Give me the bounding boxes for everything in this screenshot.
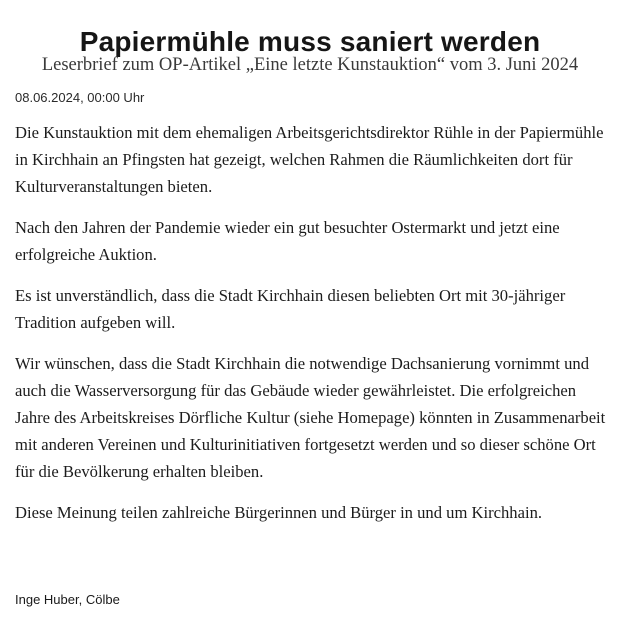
paragraph: Es ist unverständlich, dass die Stadt Kirchhain diesen beliebten Ort mit 30-jähriger Tradition aufgeben will. [15,286,566,332]
headline: Papiermühle muss saniert werden [79,25,541,57]
publish-date: 08.06.2024, 00:00 Uhr [15,90,145,105]
subheadline: Leserbrief zum OP-Artikel „Eine letzte Kunstauktion“ vom 3. Juni 2024 [41,55,579,75]
paragraph: Diese Meinung teilen zahlreiche Bürgerinnen und Bürger in und um Kirchhain. [15,503,543,522]
author-signature: Inge Huber, Cölbe [15,592,120,607]
paragraph: Wir wünschen, dass die Stadt Kirchhain die notwendige Dachsanierung vornimmt und auch die Wasserversorgung für das Gebäude wieder gewährleistet. Die erfolgreichen Jahre des Arbeitskreises Dörfliche Kultur (siehe Homepage) könnten in Zusammenarbeit mit anderen Vereinen und Kulturinitiativen fortgesetzt werden und so dieser schöne Ort für die Bevölkerung erhalten bleiben. [15,354,606,481]
paragraph: Die Kunstauktion mit dem ehemaligen Arbeitsgerichtsdirektor Rühle in der Papiermühle in Kirchhain an Pfingsten hat gezeigt, welchen Rahmen die Räumlichkeiten dort für Kulturveranstaltungen bieten. [15,123,604,196]
article-body [15,119,615,540]
paragraph: Nach den Jahren der Pandemie wieder ein gut besuchter Ostermarkt und jetzt eine erfolgreiche Auktion. [15,218,560,264]
